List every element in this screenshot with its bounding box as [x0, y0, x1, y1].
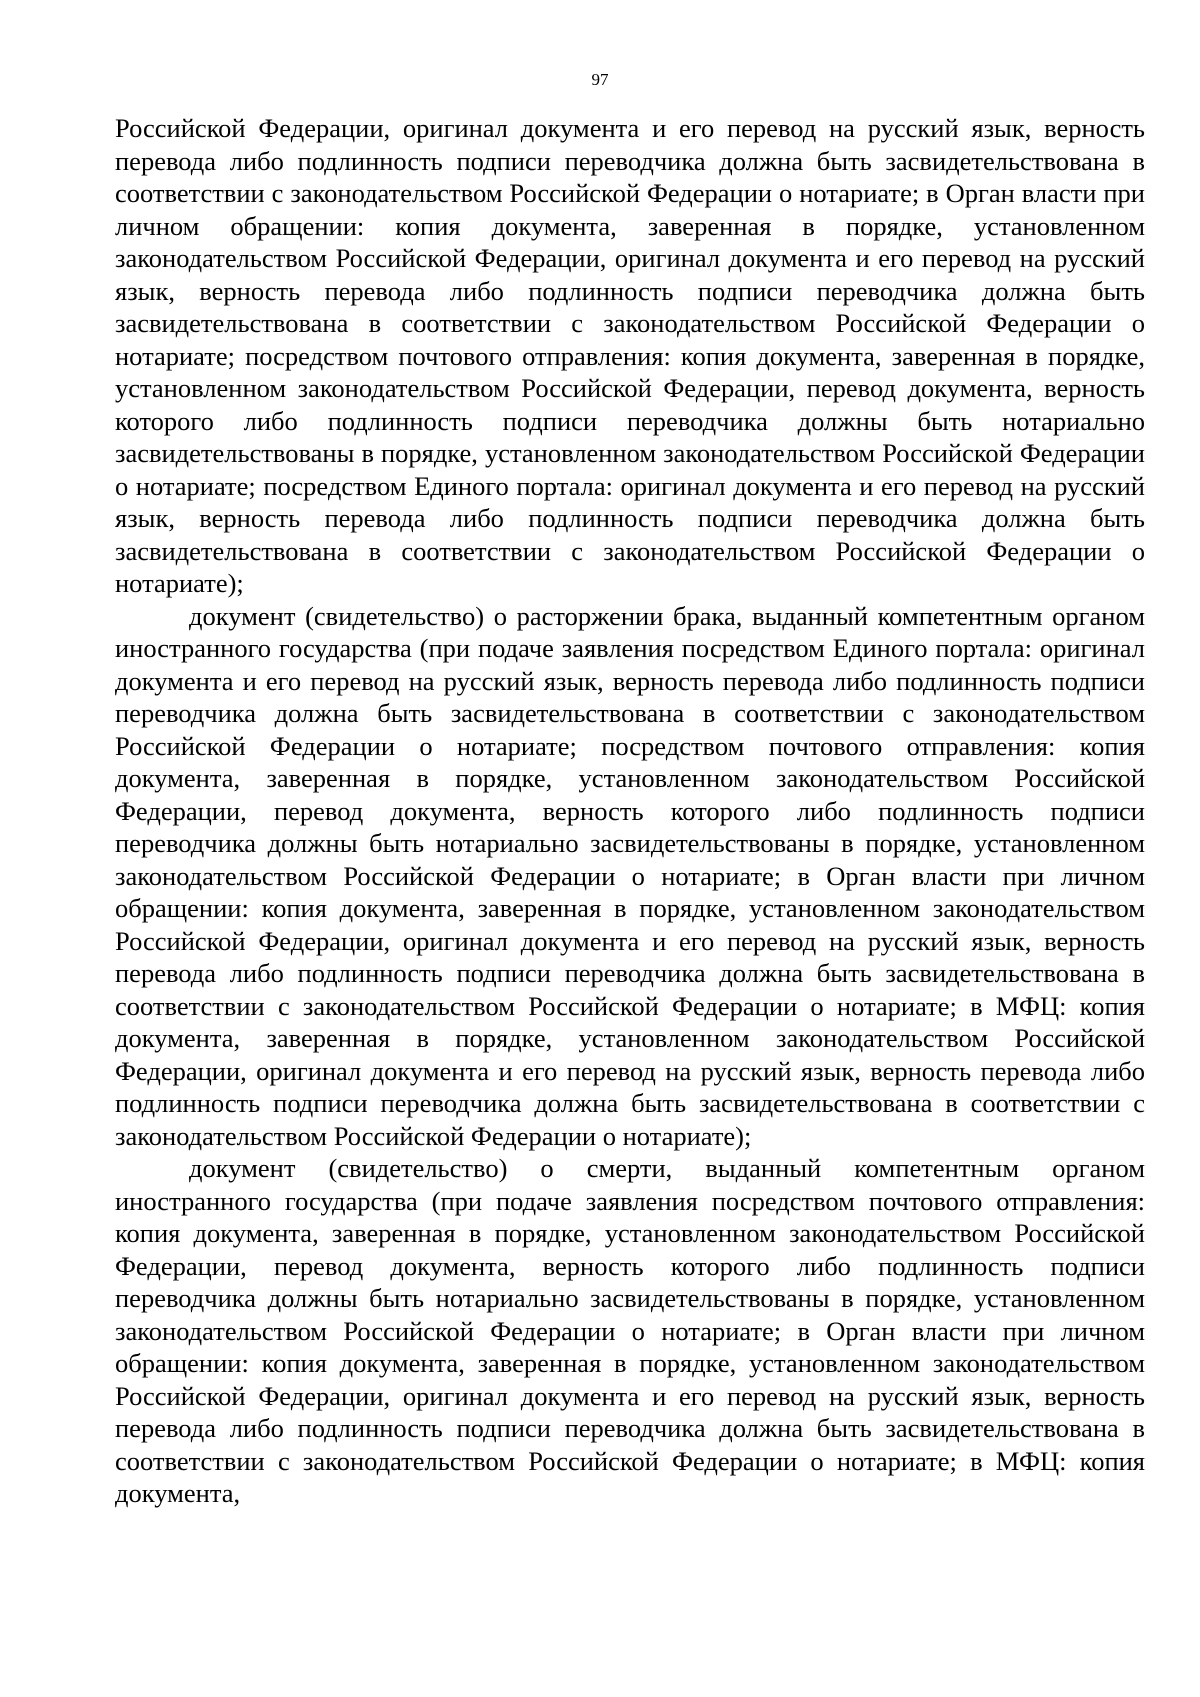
page-number: 97 — [591, 70, 609, 89]
paragraph-divorce-certificate: документ (свидетельство) о расторжении брака, выданный компетентным органом иностранного государства (при подаче заявления посредством Единого портала: оригинал документа и его перевод на русский язык, верность перевода либо подлинность подписи переводчика должна быть засвидетельствована в соответствии с законодательством Российской Федерации о нотариате; посредством почтового отправления: копия документа, заверенная в порядке, установленном законодательством Российской Федерации, перевод документа, верность которого либо подлинность подписи переводчика должны быть нотариально засвидетельствованы в порядке, установленном законодательством Российской Федерации о нотариате; в Орган власти при личном обращении: копия документа, заверенная в порядке, установленном законодательством Российской Федерации, оригинал документа и его перевод на русский язык, верность перевода либо подлинность подписи переводчика должна быть засвидетельствована в соответствии с законодательством Российской Федерации о нотариате; в МФЦ: копия документа, заверенная в порядке, установленном законодательством Российской Федерации, оригинал документа и его перевод на русский язык, верность перевода либо подлинность подписи переводчика должна быть засвидетельствована в соответствии с законодательством Российской Федерации о нотариате); — [115, 600, 1145, 1151]
paragraph-continuation: Российской Федерации, оригинал документа и его перевод на русский язык, верность перевода либо подлинность подписи переводчика должна быть засвидетельствована в соответствии с законодательством Российской Федерации о нотариате; в Орган власти при личном обращении: копия документа, заверенная в порядке, установленном законодательством Российской Федерации, оригинал документа и его перевод на русский язык, верность перевода либо подлинность подписи переводчика должна быть засвидетельствована в соответствии с законодательством Российской Федерации о нотариате; посредством почтового отправления: копия документа, заверенная в порядке, установленном законодательством Российской Федерации, перевод документа, верность которого либо подлинность подписи переводчика должны быть нотариально засвидетельствованы в порядке, установленном законодательством Российской Федерации о нотариате; посредством Единого портала: оригинал документа и его перевод на русский язык, верность перевода либо подлинность подписи переводчика должна быть засвидетельствована в соответствии с законодательством Российской Федерации о нотариате); — [115, 113, 1145, 598]
paragraph-death-certificate: документ (свидетельство) о смерти, выданный компетентным органом иностранного государства (при подаче заявления посредством почтового отправления: копия документа, заверенная в порядке, установленном законодательством Российской Федерации, перевод документа, верность которого либо подлинность подписи переводчика должны быть нотариально засвидетельствованы в порядке, установленном законодательством Российской Федерации о нотариате; в Орган власти при личном обращении: копия документа, заверенная в порядке, установленном законодательством Российской Федерации, оригинал документа и его перевод на русский язык, верность перевода либо подлинность подписи переводчика должна быть засвидетельствована в соответствии с законодательством Российской Федерации о нотариате; в МФЦ: копия документа, — [115, 1153, 1145, 1508]
document-body — [115, 112, 1145, 1510]
